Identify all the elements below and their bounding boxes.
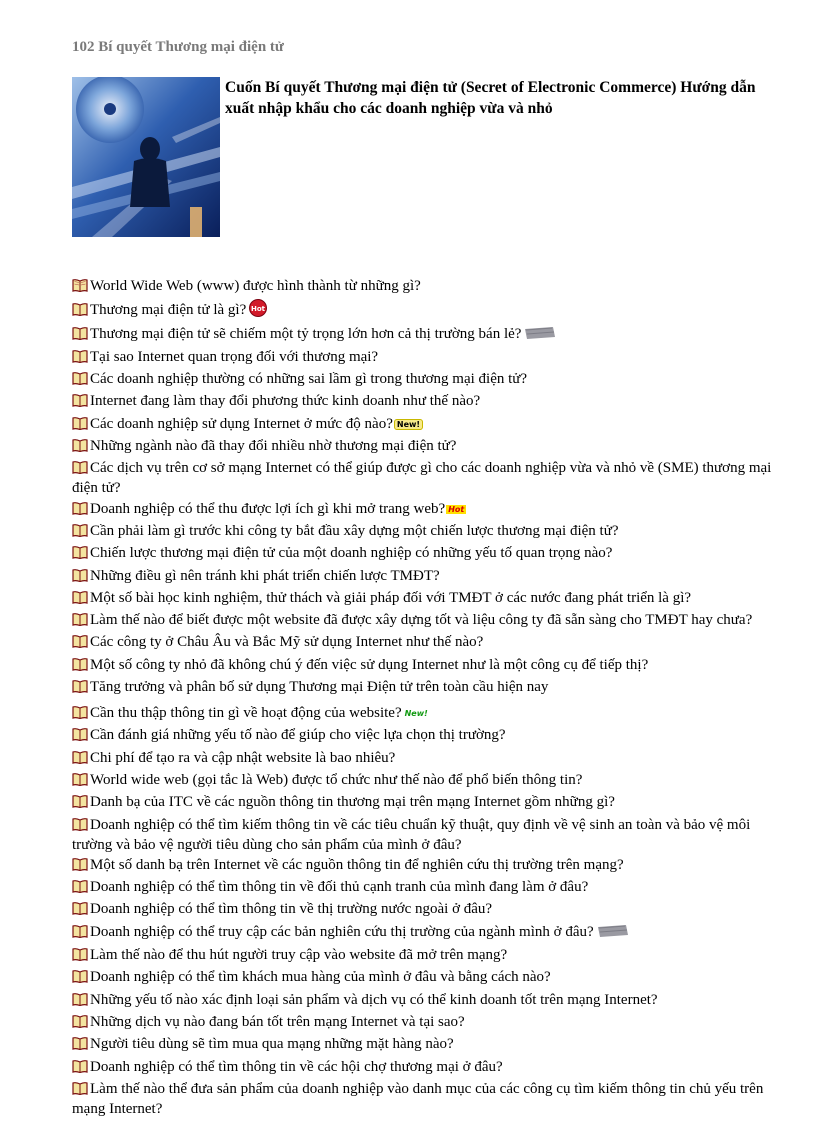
faq-item-text[interactable]: Thương mại điện tử sẽ chiếm một tỷ trọng lớn hơn cả thị trường bán lẻ? bbox=[90, 325, 522, 342]
book-icon bbox=[72, 969, 88, 988]
book-icon bbox=[72, 817, 88, 836]
book-icon bbox=[72, 772, 88, 791]
book-icon bbox=[72, 326, 88, 345]
book-icon bbox=[72, 705, 88, 724]
faq-item[interactable] bbox=[72, 437, 784, 457]
hot-badge-icon bbox=[248, 299, 268, 322]
faq-item[interactable] bbox=[72, 923, 784, 944]
faq-item[interactable] bbox=[72, 678, 784, 698]
book-icon bbox=[72, 501, 88, 520]
gray-badge-icon bbox=[523, 325, 557, 346]
faq-item[interactable] bbox=[72, 459, 784, 497]
faq-item[interactable] bbox=[72, 522, 784, 542]
faq-item[interactable] bbox=[72, 567, 784, 587]
faq-item[interactable] bbox=[72, 856, 784, 876]
book-cover-image bbox=[72, 77, 220, 237]
faq-item[interactable] bbox=[72, 749, 784, 769]
faq-item-text[interactable]: Danh bạ của ITC về các nguồn thông tin thương mại trên mạng Internet gồm những gì? bbox=[90, 794, 615, 811]
book-icon bbox=[72, 1036, 88, 1055]
book-icon bbox=[72, 901, 88, 920]
faq-item-text[interactable]: Các dịch vụ trên cơ sở mạng Internet có thể giúp được gì cho các doanh nghiệp vừa và nhỏ về (SME) thương mại điện tử? bbox=[72, 460, 772, 497]
hot-badge-label: Hot bbox=[251, 305, 266, 314]
book-icon bbox=[72, 460, 88, 479]
faq-item-text[interactable]: Những dịch vụ nào đang bán tốt trên mạng Internet và tại sao? bbox=[90, 1013, 465, 1030]
faq-item-text[interactable]: Các doanh nghiệp thường có những sai lầm gì trong thương mại điện tử? bbox=[90, 371, 528, 388]
book-icon bbox=[72, 1081, 88, 1100]
gray-badge-icon bbox=[596, 923, 630, 944]
book-icon bbox=[72, 727, 88, 746]
book-icon bbox=[72, 438, 88, 457]
faq-item[interactable] bbox=[72, 793, 784, 813]
faq-item[interactable] bbox=[72, 1035, 784, 1055]
faq-item-text[interactable]: Người tiêu dùng sẽ tìm mua qua mạng những mặt hàng nào? bbox=[90, 1036, 454, 1053]
faq-item-text[interactable]: Doanh nghiệp có thể tìm kiếm thông tin về các tiêu chuẩn kỹ thuật, quy định về vệ sinh an toàn và bảo vệ môi trường và bảo vệ người tiêu dùng cho sản phẩm của mình ở đâu? bbox=[72, 816, 751, 853]
faq-item-text[interactable]: Những yếu tố nào xác định loại sản phẩm và dịch vụ có thể kinh doanh tốt trên mạng Internet? bbox=[90, 991, 658, 1008]
book-icon bbox=[72, 924, 88, 943]
faq-item[interactable] bbox=[72, 325, 784, 346]
faq-item-text[interactable]: Tăng trưởng và phân bố sử dụng Thương mại Điện tử trên toàn cầu hiện nay bbox=[90, 679, 549, 696]
book-icon bbox=[72, 750, 88, 769]
faq-item-text[interactable]: Doanh nghiệp có thể truy cập các bản nghiên cứu thị trường của ngành mình ở đâu? bbox=[90, 923, 594, 940]
faq-item[interactable] bbox=[72, 1013, 784, 1033]
faq-item[interactable] bbox=[72, 500, 784, 520]
faq-item[interactable] bbox=[72, 946, 784, 966]
faq-item-text[interactable]: Những ngành nào đã thay đổi nhiều nhờ thương mại điện tử? bbox=[90, 438, 457, 455]
faq-item-text[interactable]: Chiến lược thương mại điện tử của một doanh nghiệp có những yếu tố quan trọng nào? bbox=[90, 545, 613, 562]
book-icon bbox=[72, 568, 88, 587]
faq-item[interactable] bbox=[72, 878, 784, 898]
faq-item-text[interactable]: Internet đang làm thay đổi phương thức kinh doanh như thế nào? bbox=[90, 393, 481, 410]
faq-item-text[interactable]: Doanh nghiệp có thể tìm khách mua hàng của mình ở đâu và bằng cách nào? bbox=[90, 969, 551, 986]
book-icon bbox=[72, 992, 88, 1011]
faq-item-text[interactable]: Cần đánh giá những yếu tố nào để giúp cho việc lựa chọn thị trường? bbox=[90, 727, 506, 744]
faq-item[interactable] bbox=[72, 633, 784, 653]
faq-item-text[interactable]: Các doanh nghiệp sử dụng Internet ở mức độ nào? bbox=[90, 415, 393, 432]
faq-item-text[interactable]: Doanh nghiệp có thể tìm thông tin về thị trường nước ngoài ở đâu? bbox=[90, 901, 493, 918]
faq-item-text[interactable]: Các công ty ở Châu Âu và Bắc Mỹ sử dụng Internet như thế nào? bbox=[90, 634, 484, 651]
book-icon bbox=[72, 634, 88, 653]
faq-item-text[interactable]: Làm thế nào để thu hút người truy cập vào website đã mở trên mạng? bbox=[90, 947, 508, 964]
faq-item-text[interactable]: World Wide Web (www) được hình thành từ những gì? bbox=[90, 278, 421, 294]
faq-item[interactable] bbox=[72, 544, 784, 564]
faq-item-text[interactable]: World wide web (gọi tắc là Web) được tổ chức như thế nào để phổ biến thông tin? bbox=[90, 771, 583, 788]
faq-item-text[interactable]: Chi phí để tạo ra và cập nhật website là bao nhiêu? bbox=[90, 749, 396, 766]
book-icon bbox=[72, 416, 88, 435]
book-icon bbox=[72, 947, 88, 966]
faq-item[interactable] bbox=[72, 656, 784, 676]
book-icon bbox=[72, 857, 88, 876]
faq-item-text[interactable]: Một số danh bạ trên Internet về các nguồn thông tin để nghiên cứu thị trường trên mạng? bbox=[90, 856, 624, 873]
faq-item-text[interactable]: Tại sao Internet quan trọng đối với thương mại? bbox=[90, 348, 379, 365]
faq-item-text[interactable]: Doanh nghiệp có thể thu được lợi ích gì khi mở trang web? bbox=[90, 500, 446, 517]
faq-item[interactable] bbox=[72, 771, 784, 791]
book-icon bbox=[72, 393, 88, 412]
book-icon bbox=[72, 371, 88, 390]
hot-badge-icon: Hot bbox=[448, 504, 465, 514]
book-icon bbox=[72, 1059, 88, 1078]
book-icon bbox=[72, 278, 88, 297]
book-icon bbox=[72, 590, 88, 609]
faq-item[interactable] bbox=[72, 968, 784, 988]
book-icon bbox=[72, 523, 88, 542]
faq-item-text[interactable]: Cần phải làm gì trước khi công ty bắt đầu xây dựng một chiến lược thương mại điện tử? bbox=[90, 522, 619, 539]
faq-item[interactable] bbox=[72, 991, 784, 1011]
faq-item[interactable] bbox=[72, 277, 784, 297]
faq-item-text[interactable]: Doanh nghiệp có thể tìm thông tin về đối thủ cạnh tranh của mình đang làm ở đâu? bbox=[90, 879, 589, 896]
book-icon bbox=[72, 794, 88, 813]
faq-item-text[interactable]: Cần thu thập thông tin gì về hoạt động của website? bbox=[90, 705, 402, 722]
book-icon bbox=[72, 1014, 88, 1033]
faq-item[interactable] bbox=[72, 900, 784, 920]
book-icon bbox=[72, 612, 88, 631]
faq-item[interactable] bbox=[72, 299, 784, 322]
faq-item[interactable] bbox=[72, 415, 784, 435]
faq-item-text[interactable]: Những điều gì nên tránh khi phát triển chiến lược TMĐT? bbox=[90, 567, 440, 584]
new-badge-icon: New! bbox=[394, 419, 423, 430]
faq-item[interactable] bbox=[72, 611, 784, 631]
faq-item-text[interactable]: Thương mại điện tử là gì? bbox=[90, 302, 247, 319]
new-badge-icon: New! bbox=[404, 709, 428, 719]
faq-item-text[interactable]: Doanh nghiệp có thể tìm thông tin về các hội chợ thương mại ở đâu? bbox=[90, 1058, 503, 1075]
book-icon bbox=[72, 879, 88, 898]
faq-item[interactable] bbox=[72, 1080, 784, 1118]
faq-item[interactable] bbox=[72, 726, 784, 746]
faq-item[interactable] bbox=[72, 370, 784, 390]
book-icon bbox=[72, 349, 88, 368]
faq-item[interactable] bbox=[72, 816, 784, 854]
faq-list bbox=[72, 277, 784, 1120]
faq-item-text[interactable]: Làm thế nào để biết được một website đã được xây dựng tốt và liệu công ty đã sẵn sàng cho TMĐT hay chưa? bbox=[90, 612, 753, 629]
book-icon bbox=[72, 545, 88, 564]
faq-item[interactable] bbox=[72, 589, 784, 609]
faq-item-text[interactable]: Một số bài học kinh nghiệm, thử thách và giải pháp đối với TMĐT ở các nước đang phát triển là gì? bbox=[90, 589, 692, 606]
faq-item[interactable] bbox=[72, 392, 784, 412]
book-title: Cuốn Bí quyết Thương mại điện tử (Secret of Electronic Commerce) Hướng dẫn xuất nhập khẩu cho các doanh nghiệp vừa và nhỏ bbox=[225, 79, 756, 117]
book-icon bbox=[72, 302, 88, 321]
faq-item[interactable] bbox=[72, 1058, 784, 1078]
book-icon bbox=[72, 657, 88, 676]
faq-item[interactable] bbox=[72, 704, 784, 724]
faq-item-text[interactable]: Làm thế nào thể đưa sản phẩm của doanh nghiệp vào danh mục của các công cụ tìm kiếm thông tin chủ yếu trên mạng Internet? bbox=[72, 1080, 764, 1117]
faq-item[interactable] bbox=[72, 348, 784, 368]
page-title: 102 Bí quyết Thương mại điện tử bbox=[72, 39, 284, 55]
book-icon bbox=[72, 679, 88, 698]
faq-item-text[interactable]: Một số công ty nhỏ đã không chú ý đến việc sử dụng Internet như là một công cụ để tiếp thị? bbox=[90, 656, 649, 673]
